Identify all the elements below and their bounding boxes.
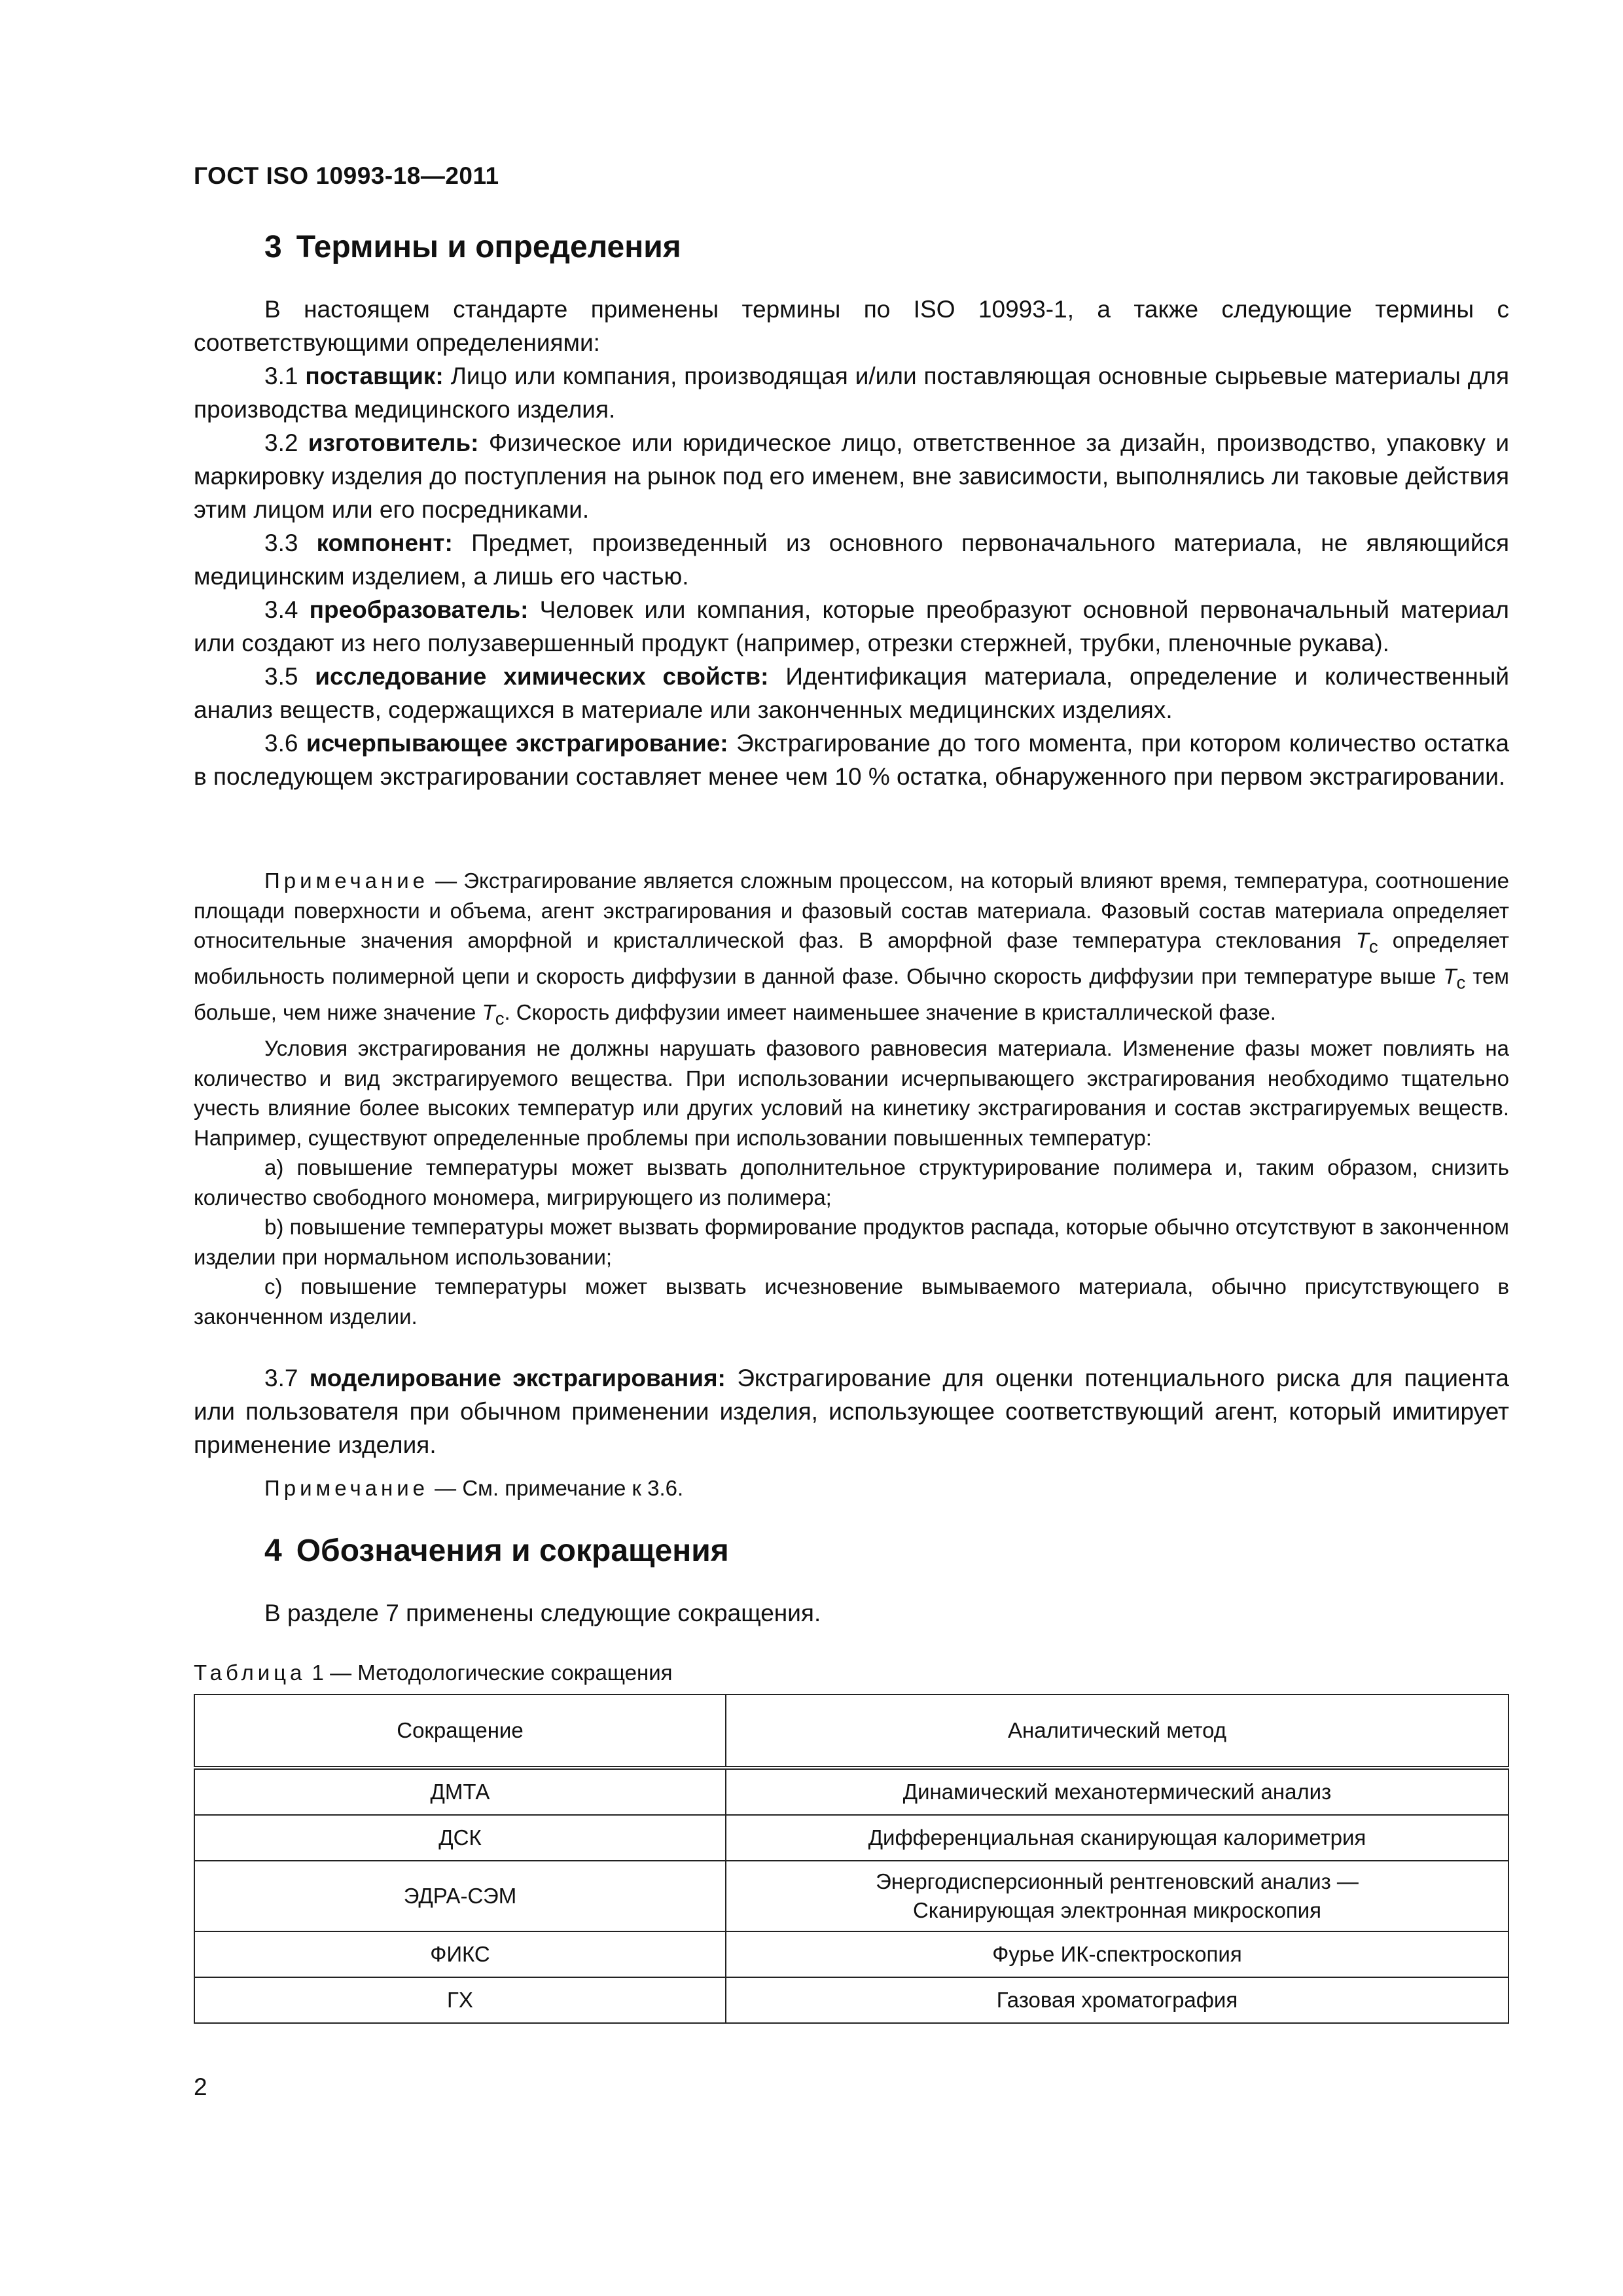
note-3-6-item-c: c) повышение температуры может вызвать исчезновение вымываемого материала, обычно присутствующего в законченном изделии. (194, 1274, 1509, 1329)
abbreviation-cell: ДСК (194, 1815, 726, 1861)
section-3-body (194, 293, 1509, 793)
term-number: 3.4 (264, 596, 298, 623)
section-4-intro: В разделе 7 применены следующие сокращения. (264, 1600, 821, 1626)
note-text: — См. примечание к 3.6. (429, 1476, 684, 1500)
tc-subscript: c (495, 1008, 505, 1029)
abbreviations-table (194, 1694, 1509, 2024)
method-cell: Дифференциальная сканирующая калориметрия (726, 1815, 1508, 1861)
term-number: 3.2 (264, 429, 298, 456)
term-definition: Экстрагирование до того момента, при котором количество остатка в последующем экстрагировании составляет менее чем 10 % остатка, обнаруженного при первом экстрагировании. (194, 730, 1510, 790)
header-analytical-method: Аналитический метод (726, 1695, 1508, 1768)
note-3-6-paragraph-1 (194, 866, 1509, 1033)
term-definition: Предмет, произведенный из основного первоначального материала, не являющийся медицинским изделием, а лишь его частью. (194, 529, 1510, 590)
term-name: преобразователь: (309, 596, 529, 623)
method-line-1: Энергодисперсионный рентгеновский анализ — (876, 1869, 1359, 1893)
note-label: Примечание (264, 1476, 429, 1500)
section-3-heading (264, 229, 681, 265)
term-3-4 (194, 593, 1509, 660)
term-definition: Физическое или юридическое лицо, ответственное за дизайн, производство, упаковку и маркировку изделия до поступления на рынок под его именем, вне зависимости, выполнялись ли таковые действия этим лицом или его посредниками. (194, 429, 1509, 523)
term-3-2 (194, 426, 1509, 526)
note-label: Примечание (264, 869, 429, 893)
term-definition: Идентификация материала, определение и количественный анализ веществ, содержащихся в материале или законченных медицинских изделиях. (194, 663, 1510, 723)
table-caption-text: 1 — Методологические сокращения (306, 1660, 673, 1685)
method-cell: Газовая хроматография (726, 1977, 1508, 2023)
term-3-3 (194, 526, 1509, 593)
term-3-7-block (194, 1361, 1509, 1462)
term-3-1 (194, 359, 1509, 426)
method-line-2: Сканирующая электронная микроскопия (912, 1898, 1322, 1922)
term-3-6 (194, 726, 1509, 793)
note-3-7 (194, 1473, 1509, 1503)
table-caption-label: Таблица (194, 1660, 306, 1685)
method-cell (726, 1861, 1508, 1931)
note-3-6-item-b: b) повышение температуры может вызвать формирование продуктов распада, которые обычно отсутствуют в законченном изделии при нормальном использовании; (194, 1215, 1509, 1269)
term-name: изготовитель: (308, 429, 479, 456)
table-row (194, 1977, 1508, 2023)
term-3-5 (194, 660, 1509, 726)
term-name: исчерпывающее экстрагирование: (306, 730, 728, 757)
note-3-7-paragraph (194, 1473, 1509, 1503)
abbreviation-cell: ЭДРА-СЭМ (194, 1861, 726, 1931)
method-cell: Фурье ИК-спектроскопия (726, 1931, 1508, 1977)
term-name: моделирование экстрагирования: (309, 1365, 726, 1391)
header-abbreviation: Сокращение (194, 1695, 726, 1768)
term-name: исследование химических свойств: (315, 663, 769, 690)
term-definition: Человек или компания, которые преобразуют основной первоначальный материал или создают из него полузавершенный продукт (например, отрезки стержней, трубки, пленочные рукава). (194, 596, 1509, 656)
note-3-6-paragraph-2: Условия экстрагирования не должны нарушать фазового равновесия материала. Изменение фазы может повлиять на количество и вид экстрагируемого вещества. При использовании исчерпывающего экстрагирования необходимо тщательно учесть влияние более высоких температур или других условий на кинетику экстрагирования и состав экстрагируемых веществ. Например, существуют определенные проблемы при использовании повышенных температур: (194, 1036, 1509, 1150)
section-4-number: 4 (264, 1534, 282, 1568)
note-text: — Экстрагирование является сложным процессом, на который влияют время, температура, соотношение площади поверхности и объема, агент экстрагирования и фазовый состав материала. Фазовый состав материала определяет относительные значения аморфной и кристаллической фаз. В аморфной фазе температура стеклования (194, 869, 1509, 952)
term-number: 3.3 (264, 529, 298, 556)
note-text: тем больше, чем ниже значение (194, 964, 1509, 1025)
table-row (194, 1768, 1508, 1815)
abbreviation-cell: ДМТА (194, 1768, 726, 1815)
method-cell: Динамический механотермический анализ (726, 1768, 1508, 1815)
term-name: компонент: (316, 529, 453, 556)
table-1-caption (194, 1660, 673, 1685)
section-4-title: Обозначения и сокращения (296, 1534, 729, 1568)
note-3-6-item-a: a) повышение температуры может вызвать дополнительное структурирование полимера и, таким образом, снизить количество свободного мономера, мигрирующего из полимера; (194, 1155, 1509, 1210)
abbreviation-cell: ГХ (194, 1977, 726, 2023)
term-3-7 (194, 1361, 1509, 1462)
section-3-number: 3 (264, 230, 282, 264)
tc-subscript: c (1368, 936, 1378, 957)
term-number: 3.6 (264, 730, 298, 757)
note-text: . Скорость диффузии имеет наименьшее значение в кристаллической фазе. (504, 1000, 1276, 1025)
term-number: 3.5 (264, 663, 298, 690)
table-header-row (194, 1695, 1508, 1768)
section-3-intro: В настоящем стандарте применены термины по ISO 10993-1, а также следующие термины с соответствующими определениями: (194, 296, 1509, 356)
abbreviation-cell: ФИКС (194, 1931, 726, 1977)
tc-symbol: T (482, 1000, 495, 1025)
note-3-6 (194, 866, 1509, 1331)
table-row (194, 1861, 1508, 1931)
section-3-title: Термины и определения (296, 230, 681, 264)
table-row (194, 1815, 1508, 1861)
term-definition: Лицо или компания, производящая и/или поставляющая основные сырьевые материалы для производства медицинского изделия. (194, 363, 1509, 423)
term-name: поставщик: (305, 363, 444, 389)
standard-code-header: ГОСТ ISO 10993-18—2011 (194, 162, 499, 189)
note-text: определяет мобильность полимерной цепи и скорость диффузии в данной фазе. Обычно скорость диффузии при температуре выше (194, 928, 1509, 989)
section-4-heading (264, 1533, 729, 1569)
term-number: 3.1 (264, 363, 298, 389)
term-definition: Экстрагирование для оценки потенциального риска для пациента или пользователя при обычном применении изделия, использующее соответствующий агент, который имитирует применение изделия. (194, 1365, 1510, 1458)
table-row (194, 1931, 1508, 1977)
tc-symbol: T (1443, 964, 1457, 989)
page-number: 2 (194, 2073, 207, 2100)
term-number: 3.7 (264, 1365, 298, 1391)
tc-subscript: c (1456, 972, 1466, 993)
tc-symbol: T (1355, 928, 1369, 952)
